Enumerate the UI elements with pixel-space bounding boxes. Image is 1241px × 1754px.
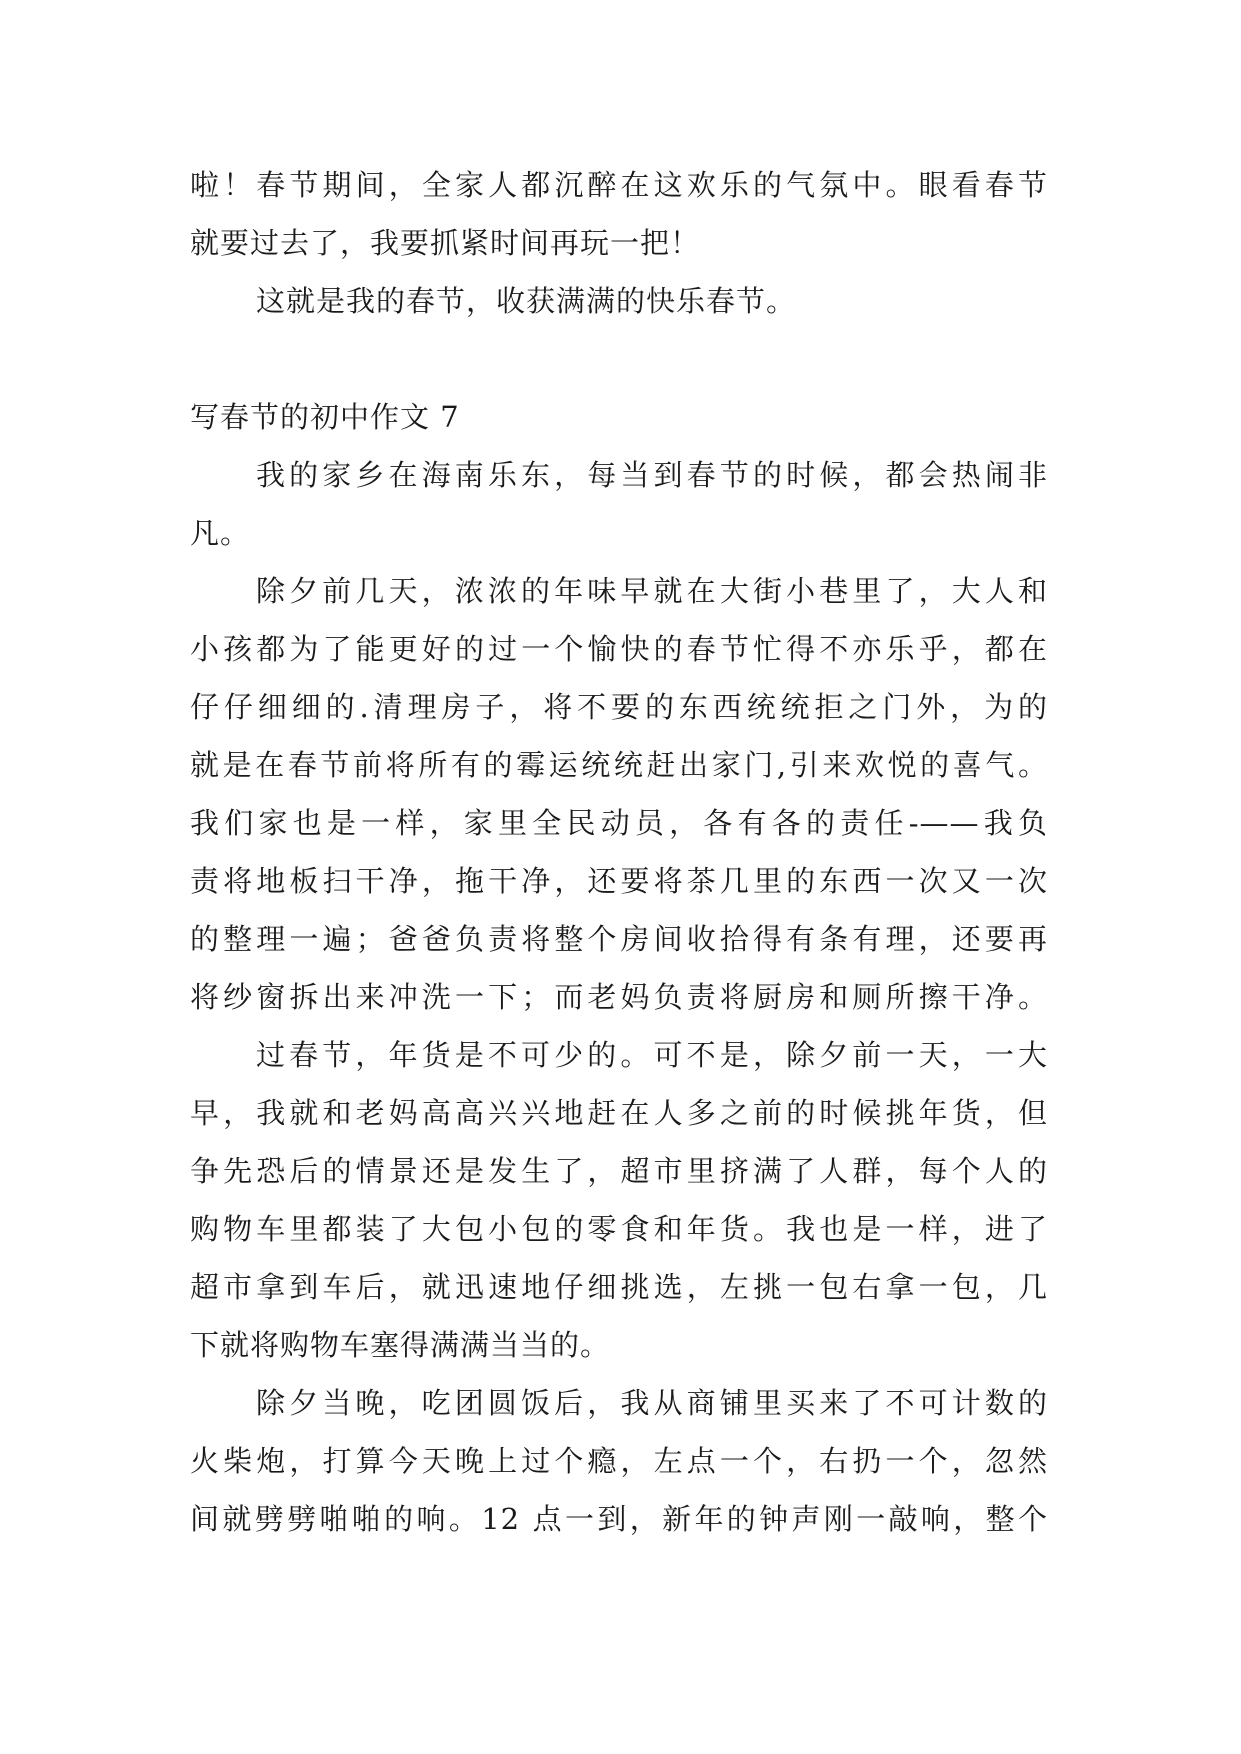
paragraph-line: 争先恐后的情景还是发生了，超市里挤满了人群，每个人的 <box>190 1154 1048 1188</box>
paragraph-line: 火柴炮，打算今天晚上过个瘾，左点一个，右扔一个，忽然 <box>190 1444 1048 1478</box>
intro-closing: 这就是我的春节，收获满满的快乐春节。 <box>256 284 797 318</box>
paragraph-line: 下就将购物车塞得满满当当的。 <box>190 1328 611 1362</box>
paragraph-line: 凡。 <box>190 516 251 550</box>
paragraph-line: 我们家也是一样，家里全民动员，各有各的责任-——我负 <box>190 806 1048 840</box>
paragraph-line: 我的家乡在海南乐东，每当到春节的时候，都会热闹非 <box>256 458 1048 492</box>
paragraph-line: 除夕前几天，浓浓的年味早就在大街小巷里了，大人和 <box>256 574 1048 608</box>
intro-line: 啦！春节期间，全家人都沉醉在这欢乐的气氛中。眼看春节 <box>190 168 1048 202</box>
paragraph-line: 责将地板扫干净，拖干净，还要将茶几里的东西一次又一次 <box>190 864 1048 898</box>
paragraph-line: 就是在春节前将所有的霉运统统赶出家门,引来欢悦的喜气。 <box>190 748 1048 782</box>
paragraph-line: 将纱窗拆出来冲洗一下；而老妈负责将厨房和厕所擦干净。 <box>190 980 1048 1014</box>
paragraph <box>190 1374 1048 1548</box>
paragraph-line: 仔仔细细的.清理房子，将不要的东西统统拒之门外，为的 <box>190 690 1048 724</box>
paragraph-line: 超市拿到车后，就迅速地仔细挑选，左挑一包右拿一包，几 <box>190 1270 1048 1304</box>
paragraph-line: 购物车里都装了大包小包的零食和年货。我也是一样，进了 <box>190 1212 1048 1246</box>
essay-title: 写春节的初中作文 7 <box>190 400 460 434</box>
essay-text-block <box>190 156 1048 1548</box>
paragraph <box>190 446 1048 562</box>
paragraph-line: 小孩都为了能更好的过一个愉快的春节忙得不亦乐乎，都在 <box>190 632 1048 666</box>
paragraph-line: 的整理一遍；爸爸负责将整个房间收拾得有条有理，还要再 <box>190 922 1048 956</box>
paragraph-line: 间就劈劈啪啪的响。12 点一到，新年的钟声刚一敲响，整个 <box>190 1502 1048 1536</box>
section-gap <box>190 330 1048 388</box>
intro-line: 就要过去了，我要抓紧时间再玩一把！ <box>190 226 701 260</box>
paragraph-line: 除夕当晚，吃团圆饭后，我从商铺里买来了不可计数的 <box>256 1386 1048 1420</box>
paragraph-line: 早，我就和老妈高高兴兴地赶在人多之前的时候挑年货，但 <box>190 1096 1048 1130</box>
paragraph <box>190 1026 1048 1374</box>
paragraph-line: 过春节，年货是不可少的。可不是，除夕前一天，一大 <box>256 1038 1048 1072</box>
paragraph <box>190 562 1048 1026</box>
